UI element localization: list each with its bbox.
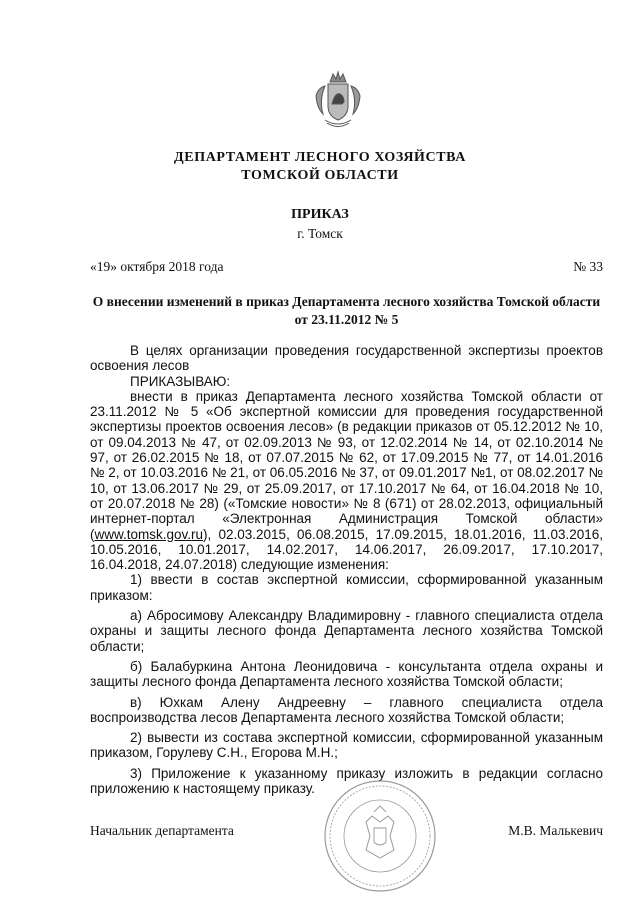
item-2: 2) вывести из состава экспертной комиссии, сформированной указанным приказом, Горулеву С.Н., Егорова М.Н.; [90,730,603,761]
official-round-seal-icon [322,778,438,894]
main-paragraph-part2: ), 02.03.2015, 06.08.2015, 17.09.2015, 18.01.2016, 11.03.2016, 10.05.2016, 10.01.2017, 14.02.2017, 14.06.2017, 26.09.2017, 17.10.2017, 16.04.2018, 24.07.2018) следующие изменения: [90,526,603,573]
signer-name: М.В. Малькевич [508,823,603,838]
portal-link[interactable]: www.tomsk.gov.ru [94,526,204,542]
tomsk-region-coat-of-arms-icon [313,70,363,130]
main-paragraph-part1: внести в приказ Департамента лесного хозяйства Томской области от 23.11.2012 № 5 «Об экспертной комиссии для проведения государственной экспертизы проектов освоения лесов» (в редакции приказов от 05.12.2012 № 10, от 09.04.2013 № 47, от 02.09.2013 № 93, от 12.02.2014 № 14, от 02.10.2014 № 97, от 26.02.2015 № 18, от 07.07.2015 № 62, от 17.09.2015 № 77, от 14.01.2016 № 2, от 10.03.2016 № 21, от 06.05.2016 № 37, от 09.01.2017 №1, от 08.02.2017 № 10, от 13.06.2017 № 29, от 25.09.2017, от 17.10.2017 № 64, от 16.04.2018 № 10, от 20.07.2018 № 28) («Томские новости» № 8 (671) от 28.02.2013, официальный интернет-портал «Электронная Администрация Томской области» ( [90,388,603,542]
preamble: В целях организации проведения государственной экспертизы проектов освоения лесов [90,343,603,374]
document-subject: О внесении изменений в приказ Департамента лесного хозяйства Томской области от 23.11.2012 № 5 [92,294,601,327]
item-1a: а) Абросимову Александру Владимировну - главного специалиста отдела охраны и защиты лесного фонда Департамента лесного хозяйства Томской области; [90,608,603,654]
document-city: г. Томск [297,226,343,241]
signer-title: Начальник департамента [90,823,234,838]
department-name-line2: ТОМСКОЙ ОБЛАСТИ [241,168,399,183]
item-1b: б) Балабуркина Антона Леонидовича - консультанта отдела охраны и защиты лесного фонда Департамента лесного хозяйства Томской области; [90,658,603,690]
document-body [90,343,603,796]
item-1: 1) ввести в состав экспертной комиссии, сформированной указанным приказом: [90,572,603,603]
item-1c: в) Юхкам Алену Андреевну – главного специалиста отдела воспроизводства лесов Департамента лесного хозяйства Томской области; [90,694,603,725]
main-paragraph [90,389,603,573]
command-word: ПРИКАЗЫВАЮ: [130,373,231,389]
document-type: ПРИКАЗ [291,207,349,222]
document-number: № 33 [573,259,603,274]
document-date: «19» октября 2018 года [90,259,224,274]
department-name-line1: ДЕПАРТАМЕНТ ЛЕСНОГО ХОЗЯЙСТВА [174,150,466,165]
item-3: 3) Приложение к указанному приказу изложить в редакции согласно приложению к настоящему приказу. [90,765,603,797]
